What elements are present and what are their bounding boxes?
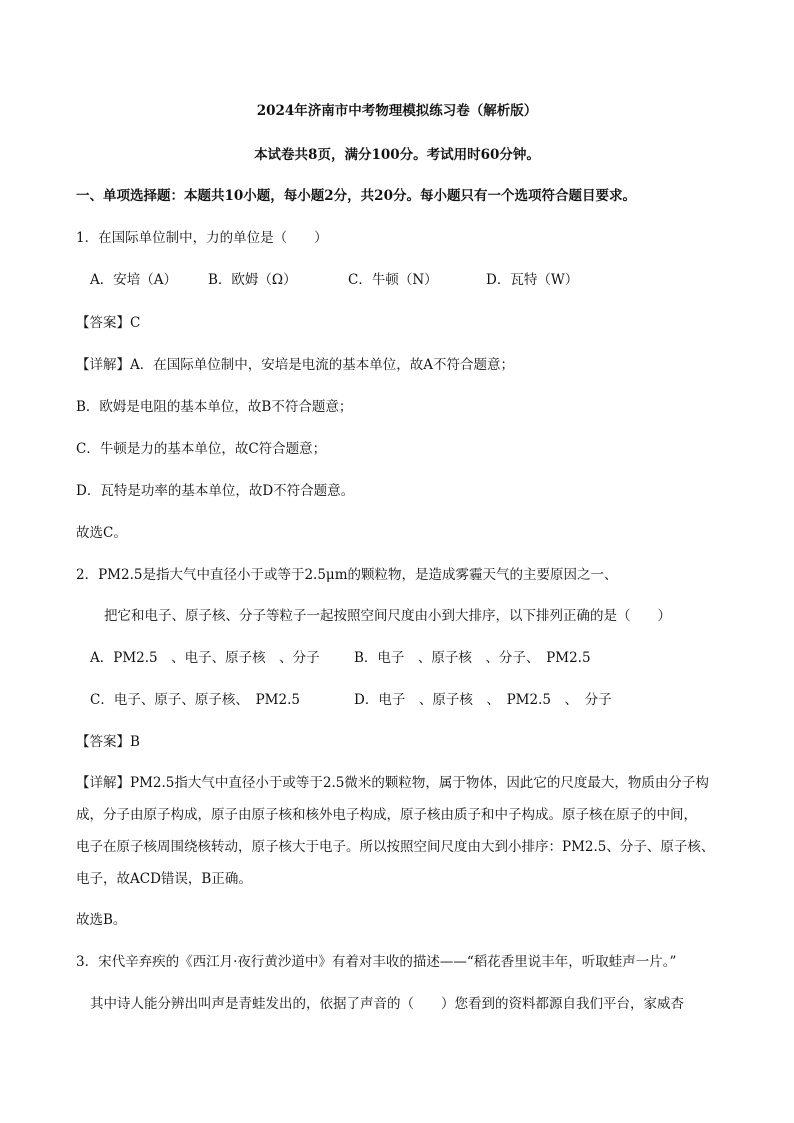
question-1-detail-line: B．欧姆是电阻的基本单位，故B不符合题意；	[76, 399, 353, 415]
question-1-detail-line: C．牛顿是力的基本单位，故C符合题意；	[76, 441, 327, 457]
question-2-detail-line: 成，分子由原子构成，原子由原子核和核外电子构成，原子核由质子和中子构成。原子核在原子的中间，	[76, 807, 697, 823]
option-a: A．安培（A）	[90, 272, 177, 288]
option-d: D．电子 、原子核 、 PM2.5 、 分子	[354, 692, 612, 708]
question-1-detail-line: D．瓦特是功率的基本单位，故D不符合题意。	[76, 483, 355, 499]
question-2-stem-line: 把它和电子、原子核、分子等粒子一起按照空间尺度由小到大排序，以下排列正确的是（ ）	[104, 608, 671, 624]
question-2-answer: 【答案】B	[76, 734, 140, 750]
question-1-conclusion: 故选C。	[76, 525, 127, 541]
document-title: 2024年济南市中考物理模拟练习卷（解析版）	[256, 103, 538, 119]
document-subtitle: 本试卷共8页，满分100分。考试用时60分钟。	[254, 147, 540, 163]
question-2-conclusion: 故选B。	[76, 912, 127, 928]
question-2-detail-line: 【详解】PM2.5指大气中直径小于或等于2.5微米的颗粒物，属于物体，因此它的尺度最大，物质由分子构	[76, 775, 709, 791]
question-1-stem: 1．在国际单位制中，力的单位是（ ）	[76, 230, 328, 246]
question-2-detail-line: 电子，故ACD错误，B正确。	[76, 871, 252, 887]
question-1-detail-line: 【详解】A．在国际单位制中，安培是电流的基本单位，故A不符合题意；	[76, 357, 514, 373]
question-3-stem-line: 3．宋代辛弃疾的《西江月·夜行黄沙道中》有着对丰收的描述——“稻花香里说丰年，听取蛙声一片。”	[76, 954, 677, 970]
option-c: C．电子、原子、原子核、 PM2.5	[90, 692, 300, 708]
option-c: C．牛顿（N）	[348, 272, 438, 288]
question-2-detail-line: 电子在原子核周围绕核转动，原子核大于电子。所以按照空间尺度由大到小排序：PM2.5、分子、原子核、	[76, 839, 715, 855]
question-2-stem-line: 2．PM2.5是指大气中直径小于或等于2.5μm的颗粒物，是造成雾霾天气的主要原因之一、	[76, 567, 618, 583]
question-1-answer: 【答案】C	[76, 315, 141, 331]
question-3-stem-line: 其中诗人能分辨出叫声是青蛙发出的，依据了声音的（ ）您看到的资料都源自我们平台，家威杏	[90, 996, 684, 1012]
section-heading: 一、单项选择题：本题共10小题，每小题2分，共20分。每小题只有一个选项符合题目要求。	[76, 188, 636, 204]
option-b: B．欧姆（Ω）	[208, 272, 297, 288]
option-a: A．PM2.5 、电子、原子核 、分子	[90, 650, 320, 666]
option-d: D．瓦特（W）	[486, 272, 579, 288]
option-b: B．电子 、原子核 、分子、 PM2.5	[354, 650, 591, 666]
